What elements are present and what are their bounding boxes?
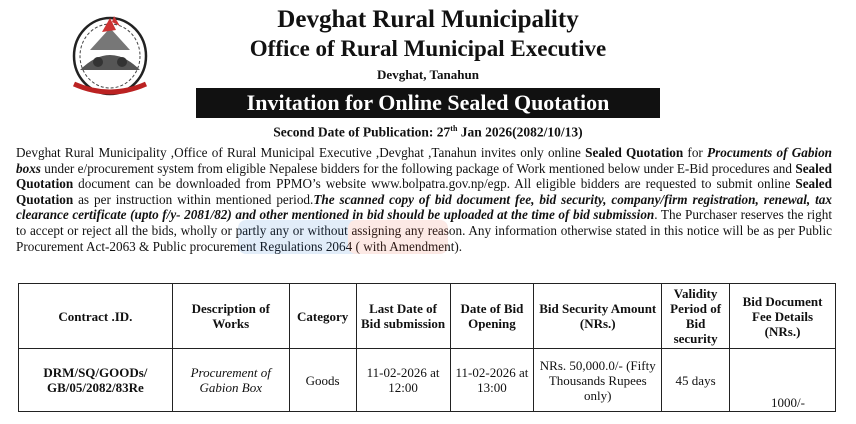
table-header-row	[19, 284, 836, 349]
column-header-document-fee: Bid Document Fee Details (NRs.)	[730, 284, 836, 349]
address: Devghat, Tanahun	[377, 67, 479, 82]
column-header-opening-date: Date of Bid Opening	[450, 284, 534, 349]
municipality-name: Devghat Rural Municipality	[277, 6, 579, 33]
column-header-validity: Validity Period of Bid security	[662, 284, 730, 349]
column-header-last-date: Last Date of Bid submission	[356, 284, 450, 349]
bid-security-cell: NRs. 50,000.0/- (Fifty Thousands Rupees only)	[534, 349, 662, 412]
publication-date: Second Date of Publication: 27th Jan 2026(2082/10/13)	[273, 124, 583, 140]
contract-id-cell: DRM/SQ/GOODs/ GB/05/2082/83Re	[19, 349, 173, 412]
document-fee-cell: 1000/-	[730, 349, 836, 412]
column-header-category: Category	[289, 284, 356, 349]
office-name: Office of Rural Municipal Executive	[249, 36, 607, 61]
opening-date-cell: 11-02-2026 at 13:00	[450, 349, 534, 412]
category-cell: Goods	[289, 349, 356, 412]
description-cell: Procurement of Gabion Box	[172, 349, 289, 412]
notice-body: Devghat Rural Municipality ,Office of Rural Municipal Executive ,Devghat ,Tanahun invites only online Sealed Quotation for Procuments of Gabion boxs under e/procurement system from eligible Nepalese bidders for the following package of Work mentioned below under E-Bid procedures and Sealed Quotation document can be downloaded from PPMO’s website www.bolpatra.gov.np/egp. All eligible bidders are requested to submit online Sealed Quotation as per instruction within mentioned period.The scanned copy of bid document fee, bid security, company/firm registration, renewal, tax clearance certificate (upto f/y- 2081/82) and other mentioned in bid should be uploaded at the time of bid submission. The Purchaser reserves the right to accept or reject all the bids, wholly or partly any or without assigning any reason. Any information otherwise stated in this notice will be as per Public Procurement Act-2063 & Public procurement Regulations 2064 ( with Amendment).	[16, 145, 833, 254]
column-header-description: Description of Works	[172, 284, 289, 349]
validity-cell: 45 days	[662, 349, 730, 412]
last-date-cell: 11-02-2026 at 12:00	[356, 349, 450, 412]
table-row	[19, 349, 836, 412]
notice-title-banner: Invitation for Online Sealed Quotation	[196, 88, 660, 118]
column-header-bid-security: Bid Security Amount (NRs.)	[534, 284, 662, 349]
column-header-contract-id: Contract .ID.	[19, 284, 173, 349]
bid-details-table	[18, 283, 836, 412]
